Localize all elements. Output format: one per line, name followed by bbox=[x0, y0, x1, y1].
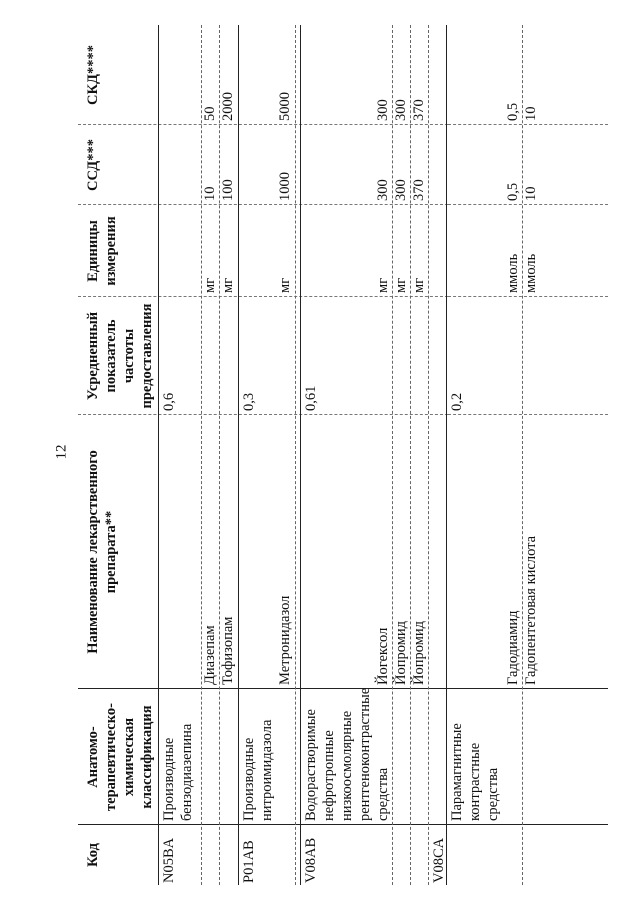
drug-skd: 370 bbox=[411, 99, 427, 121]
drug-name: Тофизопам bbox=[220, 616, 236, 685]
drug-unit: мг bbox=[375, 277, 391, 293]
drug-unit: мг bbox=[220, 277, 236, 293]
drug-name: Йопромид bbox=[393, 620, 409, 685]
drug-ssd: 300 bbox=[375, 179, 391, 201]
row-code: V08CA bbox=[431, 837, 447, 883]
drug-skd: 2000 bbox=[220, 92, 236, 121]
header-unit: Единицы измерения bbox=[85, 216, 119, 286]
page-number: 12 bbox=[53, 444, 70, 460]
header-code: Код bbox=[85, 843, 101, 867]
row-frequency: 0,6 bbox=[161, 392, 177, 411]
header-frequency: Усредненный показатель частоты предоставления bbox=[85, 303, 155, 409]
drug-unit: ммоль bbox=[523, 253, 539, 293]
drug-name: Диазепам bbox=[202, 625, 218, 685]
drug-skd: 0,5 bbox=[505, 102, 521, 121]
row-code: V08AB bbox=[303, 837, 319, 883]
drug-ssd: 0,5 bbox=[505, 182, 521, 201]
drug-unit: мг bbox=[411, 277, 427, 293]
drug-skd: 5000 bbox=[277, 92, 293, 121]
drug-ssd: 10 bbox=[523, 186, 539, 201]
row-atc: Производные нитроимидазола bbox=[241, 719, 275, 821]
drug-name: Гадопентетовая кислота bbox=[523, 535, 539, 685]
row-code: N05BA bbox=[161, 837, 177, 883]
row-atc: Водорастворимые нефротропные низкоосмолярные рентгеноконтрастные средства bbox=[303, 687, 391, 821]
drug-name: Гадодиамид bbox=[505, 610, 521, 685]
header-drug: Наименование лекарственного препарата** bbox=[85, 450, 119, 654]
drug-name: Йогексол bbox=[375, 627, 391, 685]
row-atc: Парамагнитные контрастные средства bbox=[449, 723, 501, 821]
drug-skd: 50 bbox=[202, 106, 218, 121]
header-skd: СКД**** bbox=[85, 45, 101, 105]
drug-skd: 10 bbox=[523, 106, 539, 121]
header-ssd: ССД*** bbox=[85, 139, 101, 191]
drug-skd: 300 bbox=[375, 99, 391, 121]
drug-table bbox=[78, 25, 448, 885]
drug-name: Метронидазол bbox=[277, 595, 293, 685]
header-atc: Анатомо- терапевтическо- химическая классификация bbox=[85, 703, 155, 811]
row-atc: Производные бензодиазепина bbox=[161, 723, 195, 821]
drug-ssd: 10 bbox=[202, 186, 218, 201]
drug-unit: мг bbox=[277, 277, 293, 293]
row-frequency: 0,3 bbox=[241, 392, 257, 411]
drug-name: Йопромид bbox=[411, 620, 427, 685]
drug-unit: мг bbox=[393, 277, 409, 293]
drug-ssd: 300 bbox=[393, 179, 409, 201]
drug-unit: мг bbox=[202, 277, 218, 293]
drug-skd: 300 bbox=[393, 99, 409, 121]
drug-unit: ммоль bbox=[505, 253, 521, 293]
drug-ssd: 100 bbox=[220, 179, 236, 201]
row-code: P01AB bbox=[241, 840, 257, 883]
row-frequency: 0,61 bbox=[303, 385, 319, 411]
drug-table-continuation bbox=[448, 25, 608, 885]
drug-ssd: 370 bbox=[411, 179, 427, 201]
row-frequency: 0,2 bbox=[449, 392, 465, 411]
drug-ssd: 1000 bbox=[277, 172, 293, 201]
